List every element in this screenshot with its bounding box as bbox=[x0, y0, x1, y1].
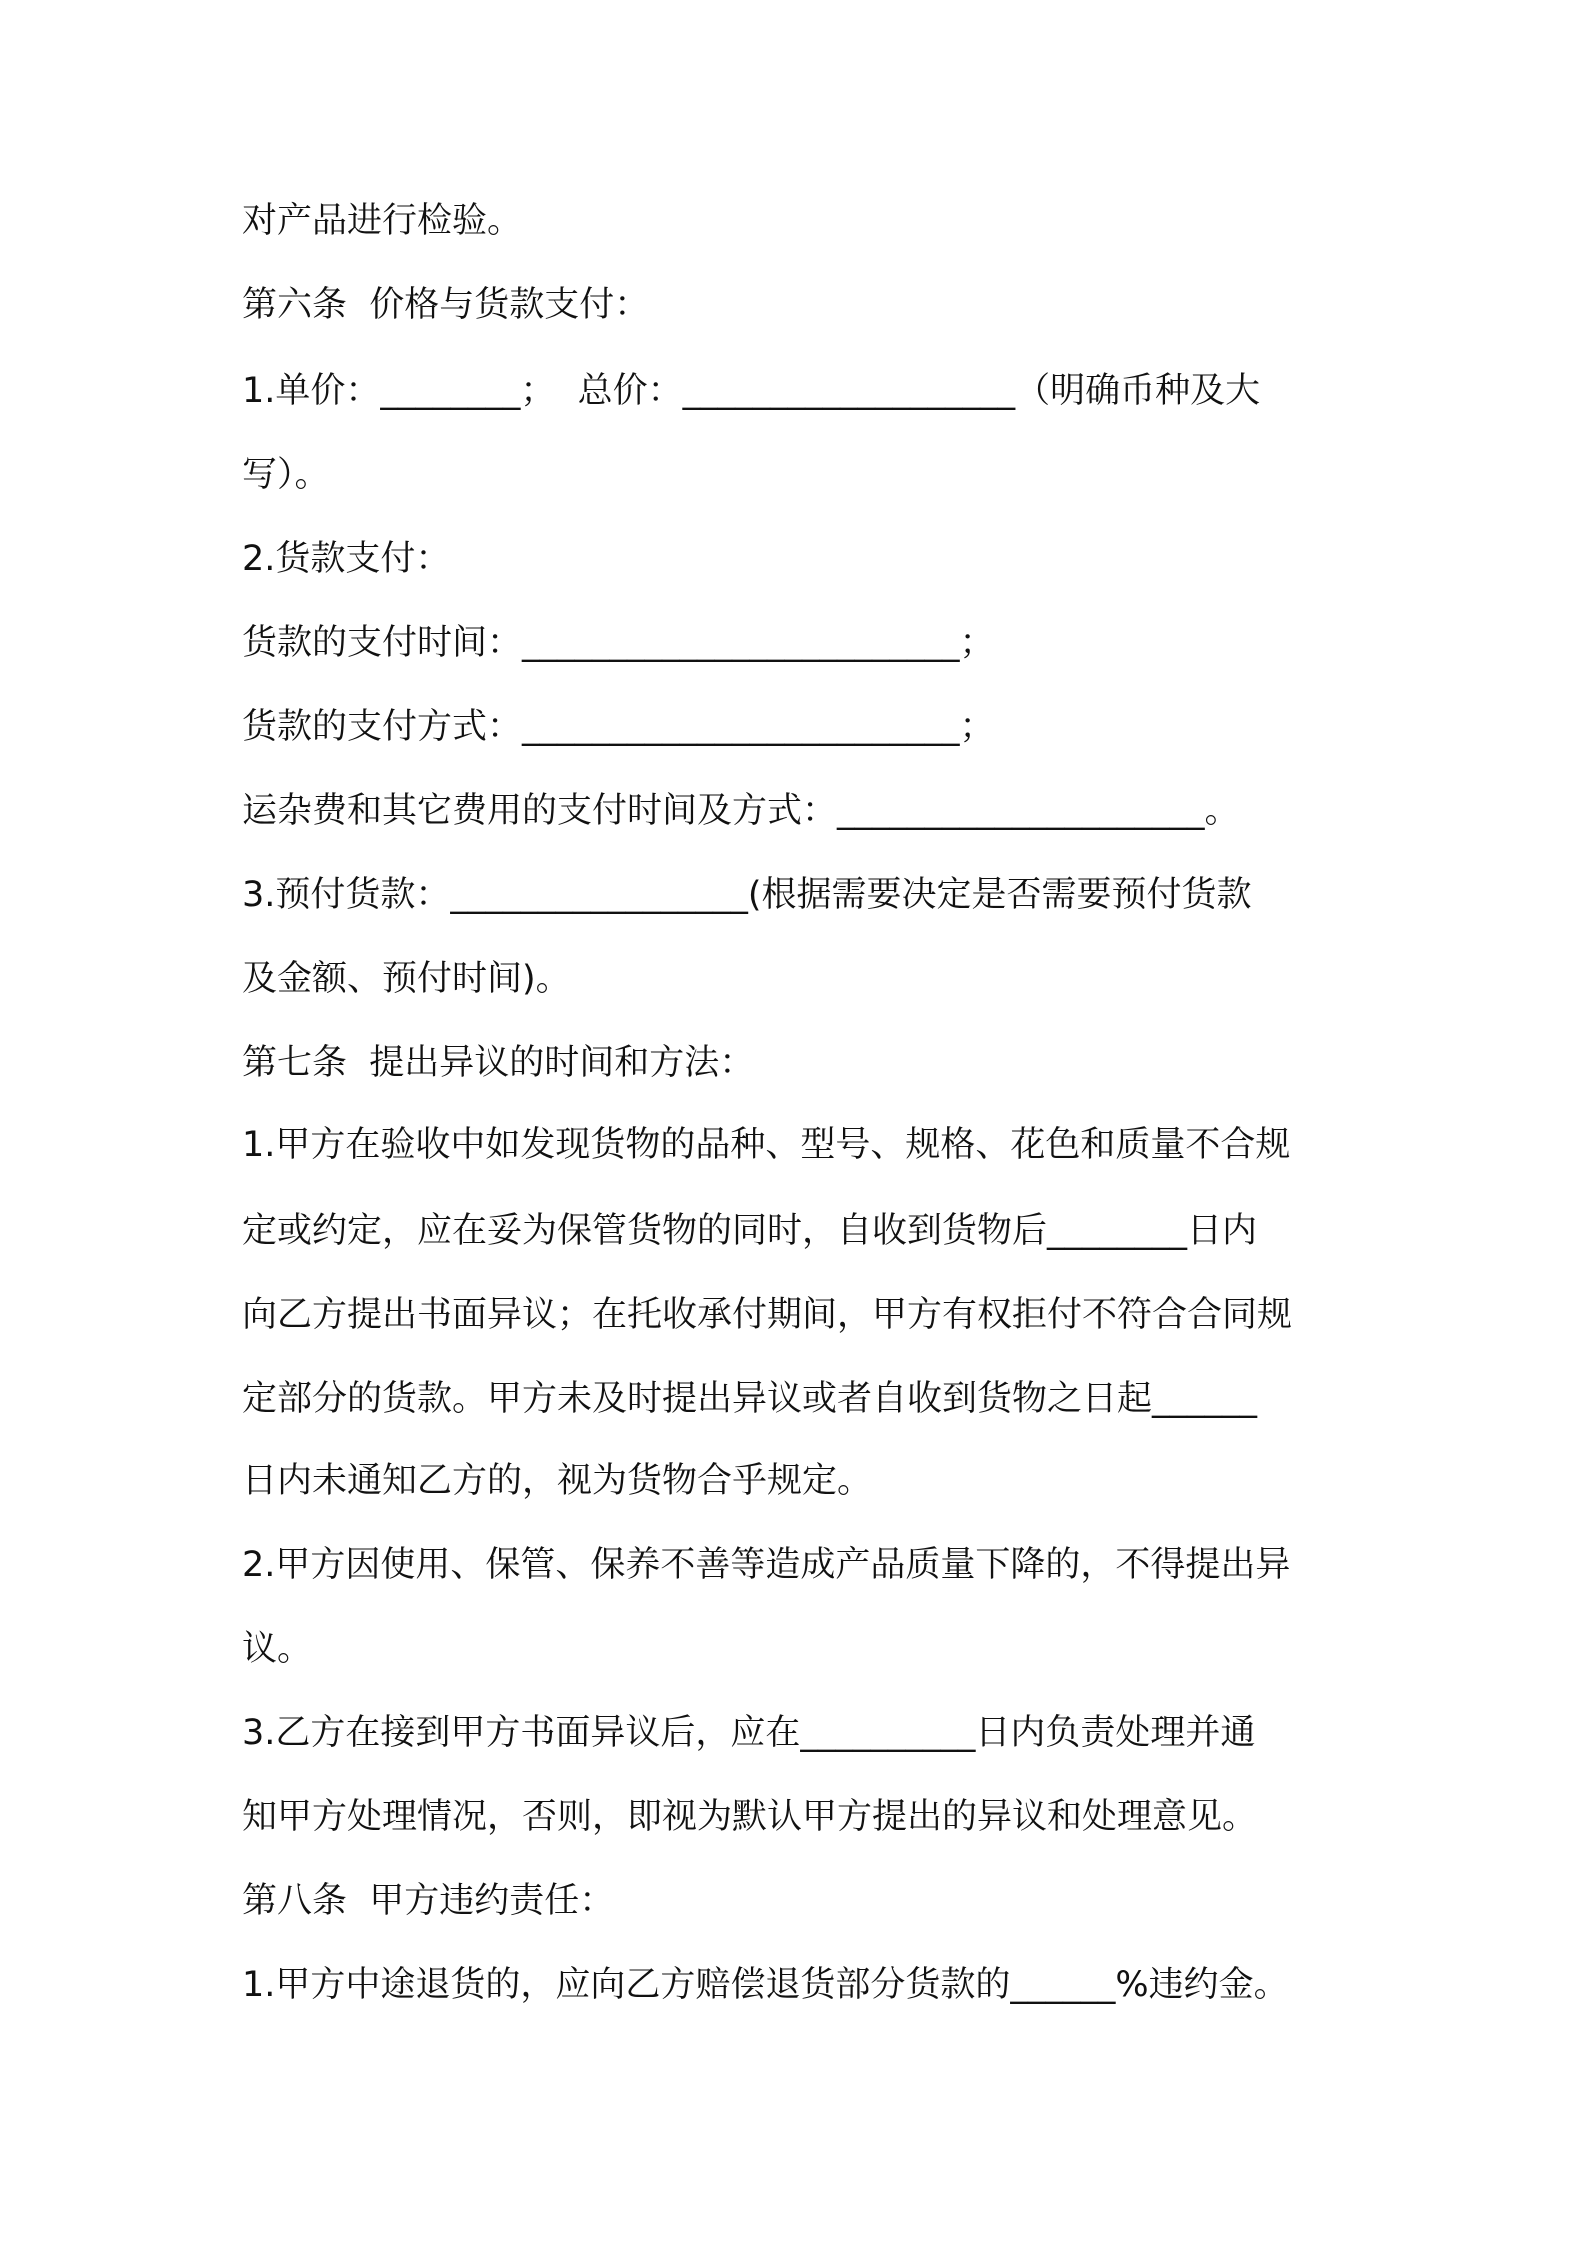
text-line: 日内未通知乙方的，视为货物合乎规定。 bbox=[242, 1461, 873, 1501]
text-line: 对产品进行检验。 bbox=[242, 201, 523, 241]
text-line: 知甲方处理情况，否则，即视为默认甲方提出的异议和处理意见。 bbox=[242, 1797, 1258, 1837]
section-heading: 第八条 甲方违约责任： bbox=[242, 1881, 615, 1921]
text-line: 货款的支付时间：_________________________； bbox=[242, 623, 995, 663]
text-line: 写）。 bbox=[242, 455, 330, 495]
text-line: 2.甲方因使用、保管、保养不善等造成产品质量下降的，不得提出异 bbox=[242, 1545, 1291, 1585]
text-line: 3.预付货款：_________________(根据需要决定是否需要预付货款 bbox=[242, 875, 1252, 915]
text-line: 1.甲方中途退货的，应向乙方赔偿退货部分货款的______%违约金。 bbox=[242, 1965, 1289, 2005]
text-line: 3.乙方在接到甲方书面异议后，应在__________日内负责处理并通 bbox=[242, 1713, 1256, 1753]
text-line: 议。 bbox=[242, 1629, 313, 1669]
section-heading: 第七条 提出异议的时间和方法： bbox=[242, 1043, 755, 1083]
text-line: 及金额、预付时间)。 bbox=[242, 959, 571, 999]
text-line: 2.货款支付： bbox=[242, 539, 451, 579]
text-line: 货款的支付方式：_________________________； bbox=[242, 707, 995, 747]
text-line: 定部分的货款。甲方未及时提出异议或者自收到货物之日起______ bbox=[242, 1379, 1258, 1419]
text-line: 定或约定，应在妥为保管货物的同时，自收到货物后________日内 bbox=[242, 1211, 1258, 1251]
text-line: 1.甲方在验收中如发现货物的品种、型号、规格、花色和质量不合规 bbox=[242, 1125, 1291, 1165]
text-line: 向乙方提出书面异议；在托收承付期间，甲方有权拒付不符合合同规 bbox=[242, 1295, 1293, 1335]
text-line: 运杂费和其它费用的支付时间及方式：_____________________。 bbox=[242, 791, 1240, 831]
section-heading: 第六条 价格与货款支付： bbox=[242, 285, 650, 325]
text-line: 1.单价：________； 总价：___________________（明确币种及大 bbox=[242, 371, 1261, 411]
